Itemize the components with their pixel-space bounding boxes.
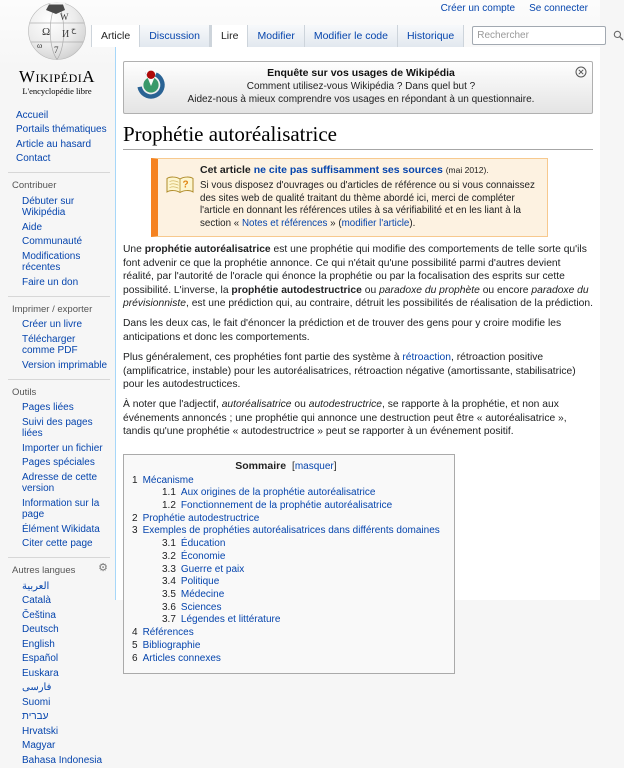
text-run: prophétie autodestructrice: [231, 284, 362, 296]
toc-title: Sommaire: [235, 459, 287, 472]
sidebar-link[interactable]: Español: [22, 653, 59, 664]
text-run: Si vous disposez d'ouvrages ou d'articles de référence ou si vous connaissez des sites web de qualité traitant du thème abordé ici, merci de compléter l'article en donnant les références utiles à sa vérifiabilité et en les liant à la section «: [200, 180, 535, 229]
wikipedia-globe-icon: [27, 1, 87, 61]
sidebar-item: [16, 108, 110, 123]
text-run: autoréalisatrice: [221, 399, 292, 411]
sidebar-link[interactable]: Communauté: [22, 236, 83, 247]
toc-link[interactable]: Économie: [180, 550, 226, 562]
sidebar-link[interactable]: Català: [22, 595, 51, 606]
toc-number: 3.3: [162, 563, 176, 575]
text-run: ).: [409, 217, 416, 229]
text-run: , se rapporte à la prophétie, et non aux événements annoncés ; une prophétie qui annonce une destruction peut être « autoréalisatrice », tandis qu'une prophétie « autodestructrice » peut se rapporter à un événement positif.: [123, 399, 567, 438]
book-question-icon: [165, 175, 195, 197]
notice-body: [200, 180, 537, 230]
sidebar-section-list: [8, 579, 110, 768]
sidebar-item: [22, 496, 110, 522]
sidebar-section-list: [8, 108, 110, 166]
logo-wordmark: WikipédiA: [18, 67, 96, 86]
sidebar-link[interactable]: Créer un livre: [22, 319, 83, 330]
sidebar-link[interactable]: فارسی: [22, 682, 52, 693]
sidebar-section: [8, 172, 110, 290]
sidebar-link[interactable]: Information sur la page: [22, 497, 100, 520]
toc-toggle[interactable]: [292, 461, 336, 472]
sidebar-item: [22, 695, 110, 710]
sidebar-item: [22, 358, 110, 373]
toc-link[interactable]: Mécanisme: [142, 474, 194, 486]
namespace-tabs: [91, 25, 210, 47]
sources-notice: [151, 158, 548, 237]
sidebar-section-list: [8, 194, 110, 290]
toc-link[interactable]: Exemples de prophéties autoréalisatrices dans différents domaines: [142, 525, 440, 537]
text-run: , rétroaction positive (amplificatrice, instable) pour les autoréalisatrices, rétroaction négative (amortissante, stabilisatrice) pour les autodestructices.: [123, 352, 576, 391]
text-run: Dans les deux cas, le fait d'énoncer la prédiction et de trouver des gens pour y croire modifie les anticipations et donc les comportements.: [123, 318, 562, 343]
search-icon[interactable]: [613, 30, 624, 41]
sidebar-section: [8, 557, 110, 768]
text-run: ou: [361, 284, 380, 296]
notice-heading: [200, 164, 537, 177]
toc-item[interactable]: [162, 614, 440, 627]
sidebar-item: [22, 724, 110, 739]
svg-text:ح: ح: [71, 25, 77, 34]
paragraph: [123, 351, 593, 391]
sidebar-link[interactable]: Hrvatski: [22, 725, 59, 737]
close-icon[interactable]: [575, 66, 587, 78]
toc-item[interactable]: [162, 589, 440, 602]
tab-label: Article: [101, 30, 131, 42]
text-run: autodestructrice: [308, 399, 382, 411]
sidebar-item: [22, 318, 110, 333]
toc-number: 3.6: [162, 601, 176, 613]
sidebar-item: [16, 137, 110, 152]
toc-item[interactable]: [162, 500, 440, 513]
sidebar-item: [22, 415, 110, 441]
toc-number: 3.1: [162, 538, 176, 550]
tab-modifier[interactable]: [248, 25, 304, 47]
tab-label: Modifier le code: [313, 30, 388, 42]
sidebar-link[interactable]: Accueil: [16, 109, 49, 121]
toc-item[interactable]: [132, 627, 440, 640]
toc-item[interactable]: [132, 475, 440, 488]
sidebar-item: [22, 594, 110, 609]
tab-bar: [91, 25, 600, 47]
sidebar-section-list: [8, 401, 110, 552]
sidebar-link[interactable]: Suivi des pages liées: [22, 416, 93, 439]
sidebar-link[interactable]: Portails thématiques: [16, 124, 107, 135]
toc-link[interactable]: Prophétie autodestructrice: [142, 512, 260, 524]
gear-icon[interactable]: ⚙: [98, 562, 108, 574]
paragraph: [123, 398, 593, 438]
toc-toggle-bracket: [: [292, 460, 295, 472]
sidebar-link[interactable]: Télécharger comme PDF: [22, 333, 78, 356]
toc-number: 1: [132, 474, 138, 486]
sidebar-item: [22, 194, 110, 220]
toc-number: 4: [132, 627, 138, 639]
toc-number: 3.4: [162, 576, 176, 588]
tab-historique[interactable]: [398, 25, 464, 47]
sidebar-link[interactable]: Pages liées: [22, 402, 74, 413]
toc: [123, 454, 455, 675]
toc-number: 3.7: [162, 614, 176, 626]
sidebar-item: [22, 623, 110, 638]
sidebar-item: [22, 681, 110, 696]
sidebar-section-list: [8, 318, 110, 373]
toc-item[interactable]: [162, 564, 440, 577]
toc-item[interactable]: [162, 551, 440, 564]
svg-text:Ω: Ω: [42, 26, 51, 38]
toc-number: 3: [132, 525, 138, 537]
toc-number: 1.2: [162, 500, 176, 512]
sidebar-link[interactable]: Version imprimable: [22, 359, 108, 371]
toc-number: 1.1: [162, 487, 176, 499]
toc-item[interactable]: [132, 513, 440, 526]
paragraph: [123, 243, 593, 310]
toc-toggle-bracket: ]: [333, 460, 337, 472]
sidebar-link[interactable]: Élément Wikidata: [22, 523, 100, 535]
svg-text:?: ?: [182, 179, 189, 191]
sidebar-item: [22, 332, 110, 358]
toc-number: 5: [132, 639, 138, 651]
sidebar-item: [22, 522, 110, 537]
toc-link[interactable]: Sciences: [180, 601, 222, 613]
toc-link[interactable]: Aux origines de la prophétie autoréalisatrice: [180, 487, 376, 499]
banner-line-1: Comment utilisez-vous Wikipédia ? Dans quel but ?: [246, 81, 476, 92]
inline-link[interactable]: rétroaction: [402, 352, 451, 364]
toc-toggle-link[interactable]: masquer: [294, 460, 334, 472]
sidebar-link[interactable]: Contact: [16, 153, 51, 164]
sidebar-link[interactable]: العربية: [22, 580, 50, 592]
sidebar-item: [22, 401, 110, 416]
svg-text:ω: ω: [37, 41, 43, 50]
inline-link[interactable]: Notes et références: [241, 217, 328, 229]
article-paragraphs: [123, 243, 593, 438]
sidebar-item: [22, 637, 110, 652]
sidebar-link[interactable]: Modifications récentes: [22, 250, 81, 273]
toc-item[interactable]: [132, 525, 440, 538]
toc-number: 2: [132, 512, 138, 524]
sidebar-item: [22, 441, 110, 456]
sidebar-item: [22, 710, 110, 725]
sidebar-item: [16, 152, 110, 167]
toc-link[interactable]: Éducation: [180, 538, 226, 550]
text-run: Cet article: [200, 164, 254, 176]
toc-item[interactable]: [132, 653, 440, 666]
logo-tagline: L'encyclopédie libre: [22, 86, 92, 96]
toc-item[interactable]: [162, 576, 440, 589]
search-box[interactable]: [472, 26, 606, 45]
sidebar-link[interactable]: Importer un fichier: [22, 442, 103, 454]
toc-item[interactable]: [162, 538, 440, 551]
sidebar-section: [8, 379, 110, 552]
personal-link-se-connecter[interactable]: Se connecter: [529, 3, 588, 14]
sidebar-item: [22, 579, 110, 594]
sidebar-link[interactable]: Deutsch: [22, 624, 59, 635]
view-tabs: [211, 25, 464, 47]
sidebar-nav: [0, 108, 114, 768]
text-run: À noter que l'adjectif,: [123, 399, 222, 411]
sidebar-section: [8, 108, 110, 166]
toc-link[interactable]: Politique: [180, 576, 220, 588]
sidebar-link[interactable]: Débuter sur Wikipédia: [22, 195, 75, 218]
tab-lire[interactable]: [211, 25, 249, 47]
sidebar-section-title: Autres langues ⚙: [8, 557, 110, 579]
sidebar-link[interactable]: Faire un don: [22, 276, 79, 288]
sidebar-item: [22, 666, 110, 681]
toc-number: 3.2: [162, 550, 176, 562]
toc-header: [132, 460, 440, 472]
text-run: ou: [291, 399, 309, 411]
toc-list: [132, 475, 440, 666]
banner-title: Enquête sur vos usages de Wikipédia: [267, 67, 455, 79]
toc-link[interactable]: Légendes et littérature: [180, 614, 281, 626]
sidebar-section: [8, 296, 110, 373]
sidebar-item: [22, 456, 110, 471]
page-title: Prophétie autoréalisatrice: [123, 122, 593, 150]
paragraph: [123, 317, 593, 344]
toc-item[interactable]: [132, 640, 440, 653]
toc-number: 6: [132, 652, 138, 664]
text-run: ou encore: [479, 284, 532, 296]
text-run: » (: [327, 217, 342, 229]
sidebar-item: [22, 275, 110, 290]
tab-label: Lire: [220, 30, 239, 42]
sidebar-link[interactable]: Article au hasard: [16, 138, 92, 150]
svg-text:7: 7: [54, 45, 59, 55]
sidebar-link[interactable]: Pages spéciales: [22, 457, 95, 468]
sidebar-section-title: Imprimer / exporter: [8, 296, 110, 318]
sidebar-item: [22, 249, 110, 275]
sidebar-item: [22, 220, 110, 235]
personal-link-cr-er-un-compte[interactable]: Créer un compte: [440, 3, 516, 14]
text-run: paradoxe du prévisionniste: [123, 284, 589, 309]
toc-link[interactable]: Articles connexes: [142, 652, 221, 664]
article-content: [115, 47, 600, 664]
sidebar-section-title: Outils: [8, 379, 110, 401]
sidebar-link[interactable]: English: [22, 638, 55, 650]
text-run: (mai 2012).: [445, 165, 489, 175]
tab-label: Modifier: [257, 30, 295, 42]
sidebar-item: [22, 470, 110, 496]
sidebar-link[interactable]: Čeština: [22, 609, 56, 621]
toc-link[interactable]: Fonctionnement de la prophétie autoréalisatrice: [180, 500, 393, 512]
toc-link[interactable]: Bibliographie: [142, 639, 201, 651]
inline-link[interactable]: ne cite pas suffisamment ses sources: [253, 164, 443, 176]
toc-link[interactable]: Médecine: [180, 588, 225, 600]
sidebar-section-title: Contribuer: [8, 172, 110, 194]
personal-bar: [441, 3, 588, 14]
text-run: , est une prédiction qui, au contraire, détruit les possibilités de réalisation de la prédiction.: [185, 298, 593, 309]
sidebar-item: [16, 123, 110, 138]
toc-link[interactable]: Guerre et paix: [180, 563, 245, 575]
sidebar-item: [22, 537, 110, 552]
svg-text:W: W: [60, 12, 69, 22]
toc-item[interactable]: [162, 487, 440, 500]
text-run: Plus généralement, ces prophéties font partie des système à: [123, 352, 403, 364]
sidebar-item: [22, 608, 110, 623]
sidebar-link[interactable]: Magyar: [22, 740, 56, 751]
svg-text:И: И: [62, 29, 70, 40]
text-run: Une: [123, 244, 145, 256]
tab-label: Historique: [406, 30, 455, 42]
sidebar-link[interactable]: Aide: [22, 221, 43, 233]
tab-article[interactable]: [91, 25, 140, 47]
wikipedia-logo[interactable]: [0, 0, 114, 96]
sidebar-link[interactable]: Suomi: [22, 696, 51, 708]
sidebar-link[interactable]: Adresse de cette version: [22, 471, 98, 494]
inline-link[interactable]: modifier l'article: [341, 217, 410, 229]
text-run: paradoxe du prophète: [379, 284, 480, 296]
search-input[interactable]: [473, 30, 613, 41]
survey-banner: [123, 61, 593, 114]
tab-modifier-le-code[interactable]: [305, 25, 398, 47]
wikimedia-logo-icon: [134, 67, 168, 101]
toc-number: 3.5: [162, 588, 176, 600]
banner-line-2: Aidez-nous à mieux comprendre vos usages en répondant à un questionnaire.: [187, 94, 535, 105]
text-run: est une prophétie qui modifie des comportements de telle sorte qu'ils font advenir ce que la prophétie annonce. Ce qui n'était qu'une possibilité parmi d'autres devient réalité, par l'autorité de l'oracle qui énonce la prophétie ou par la focalisation des esprits sur cette possibilité. L'inverse, la: [123, 244, 587, 296]
toc-item[interactable]: [162, 602, 440, 615]
sidebar-link[interactable]: Citer cette page: [22, 538, 93, 549]
sidebar-link[interactable]: עברית: [22, 711, 49, 722]
sidebar-item: [22, 235, 110, 250]
text-run: prophétie autoréalisatrice: [144, 244, 271, 256]
sidebar-item: [22, 739, 110, 754]
sidebar-link[interactable]: Bahasa Indonesia: [22, 754, 103, 766]
sidebar-item: [22, 753, 110, 768]
tab-label: Discussion: [149, 30, 200, 42]
sidebar-item: [22, 652, 110, 667]
sidebar-link[interactable]: Euskara: [22, 667, 59, 679]
toc-link[interactable]: Références: [142, 627, 194, 639]
tab-discussion[interactable]: [140, 25, 210, 47]
sidebar: [0, 0, 114, 766]
